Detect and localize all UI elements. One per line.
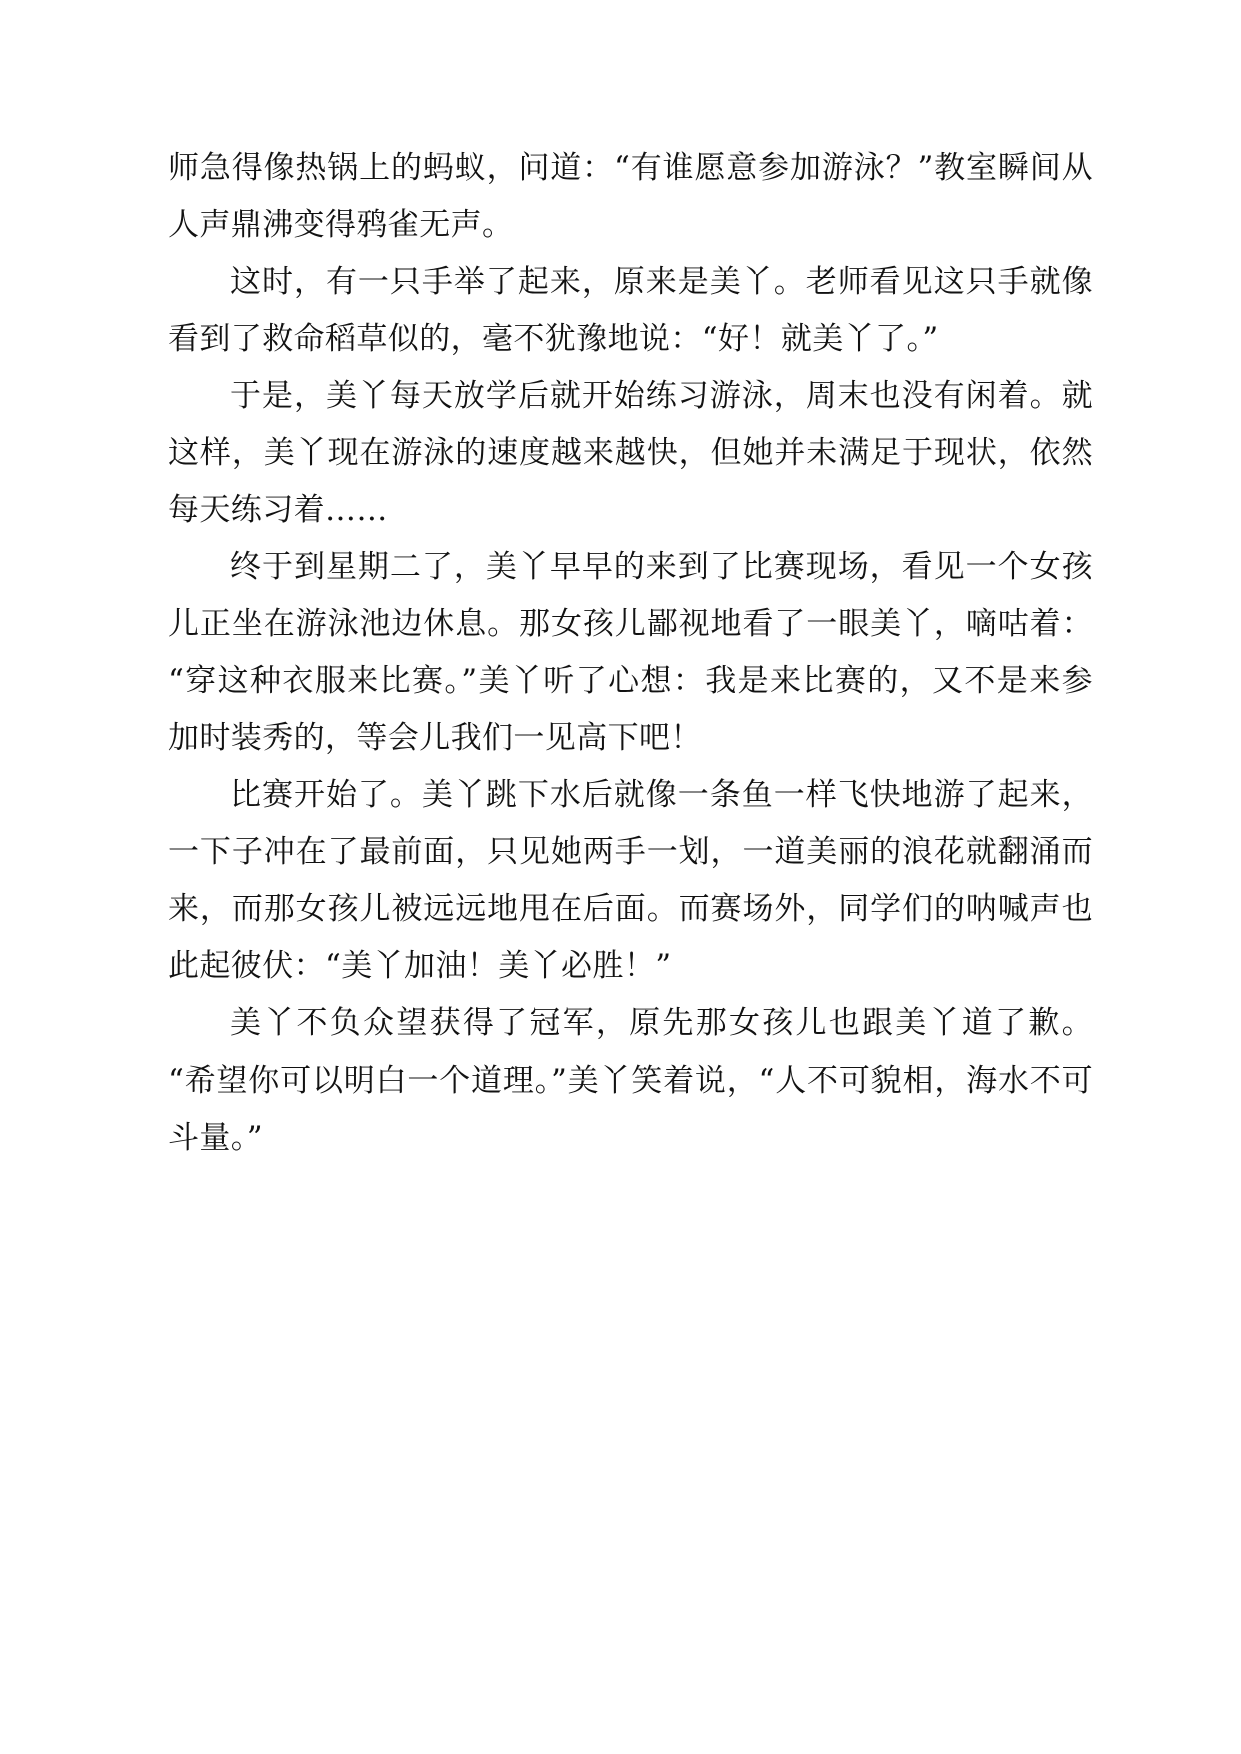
paragraph-1: 师急得像热锅上的蚂蚁，问道：“有谁愿意参加游泳？”教室瞬间从人声鼎沸变得鸦雀无声。 (168, 150, 1093, 244)
document-body (168, 140, 1093, 1167)
paragraph-6: 美丫不负众望获得了冠军，原先那女孩儿也跟美丫道了歉。“希望你可以明白一个道理。”美丫笑着说，“人不可貌相，海水不可斗量。” (168, 1005, 1093, 1156)
paragraph-4: 终于到星期二了，美丫早早的来到了比赛现场，看见一个女孩儿正坐在游泳池边休息。那女孩儿鄙视地看了一眼美丫，嘀咕着：“穿这种衣服来比赛。”美丫听了心想：我是来比赛的，又不是来参加时装秀的，等会儿我们一见高下吧！ (168, 549, 1093, 757)
paragraph-5: 比赛开始了。美丫跳下水后就像一条鱼一样飞快地游了起来，一下子冲在了最前面，只见她两手一划，一道美丽的浪花就翻涌而来，而那女孩儿被远远地甩在后面。而赛场外，同学们的呐喊声也此起彼伏：“美丫加油！美丫必胜！” (168, 777, 1093, 985)
paragraph-2: 这时，有一只手举了起来，原来是美丫。老师看见这只手就像看到了救命稻草似的，毫不犹豫地说：“好！就美丫了。” (168, 264, 1093, 358)
paragraph-3: 于是，美丫每天放学后就开始练习游泳，周末也没有闲着。就这样，美丫现在游泳的速度越来越快，但她并未满足于现状，依然每天练习着…… (168, 378, 1093, 529)
